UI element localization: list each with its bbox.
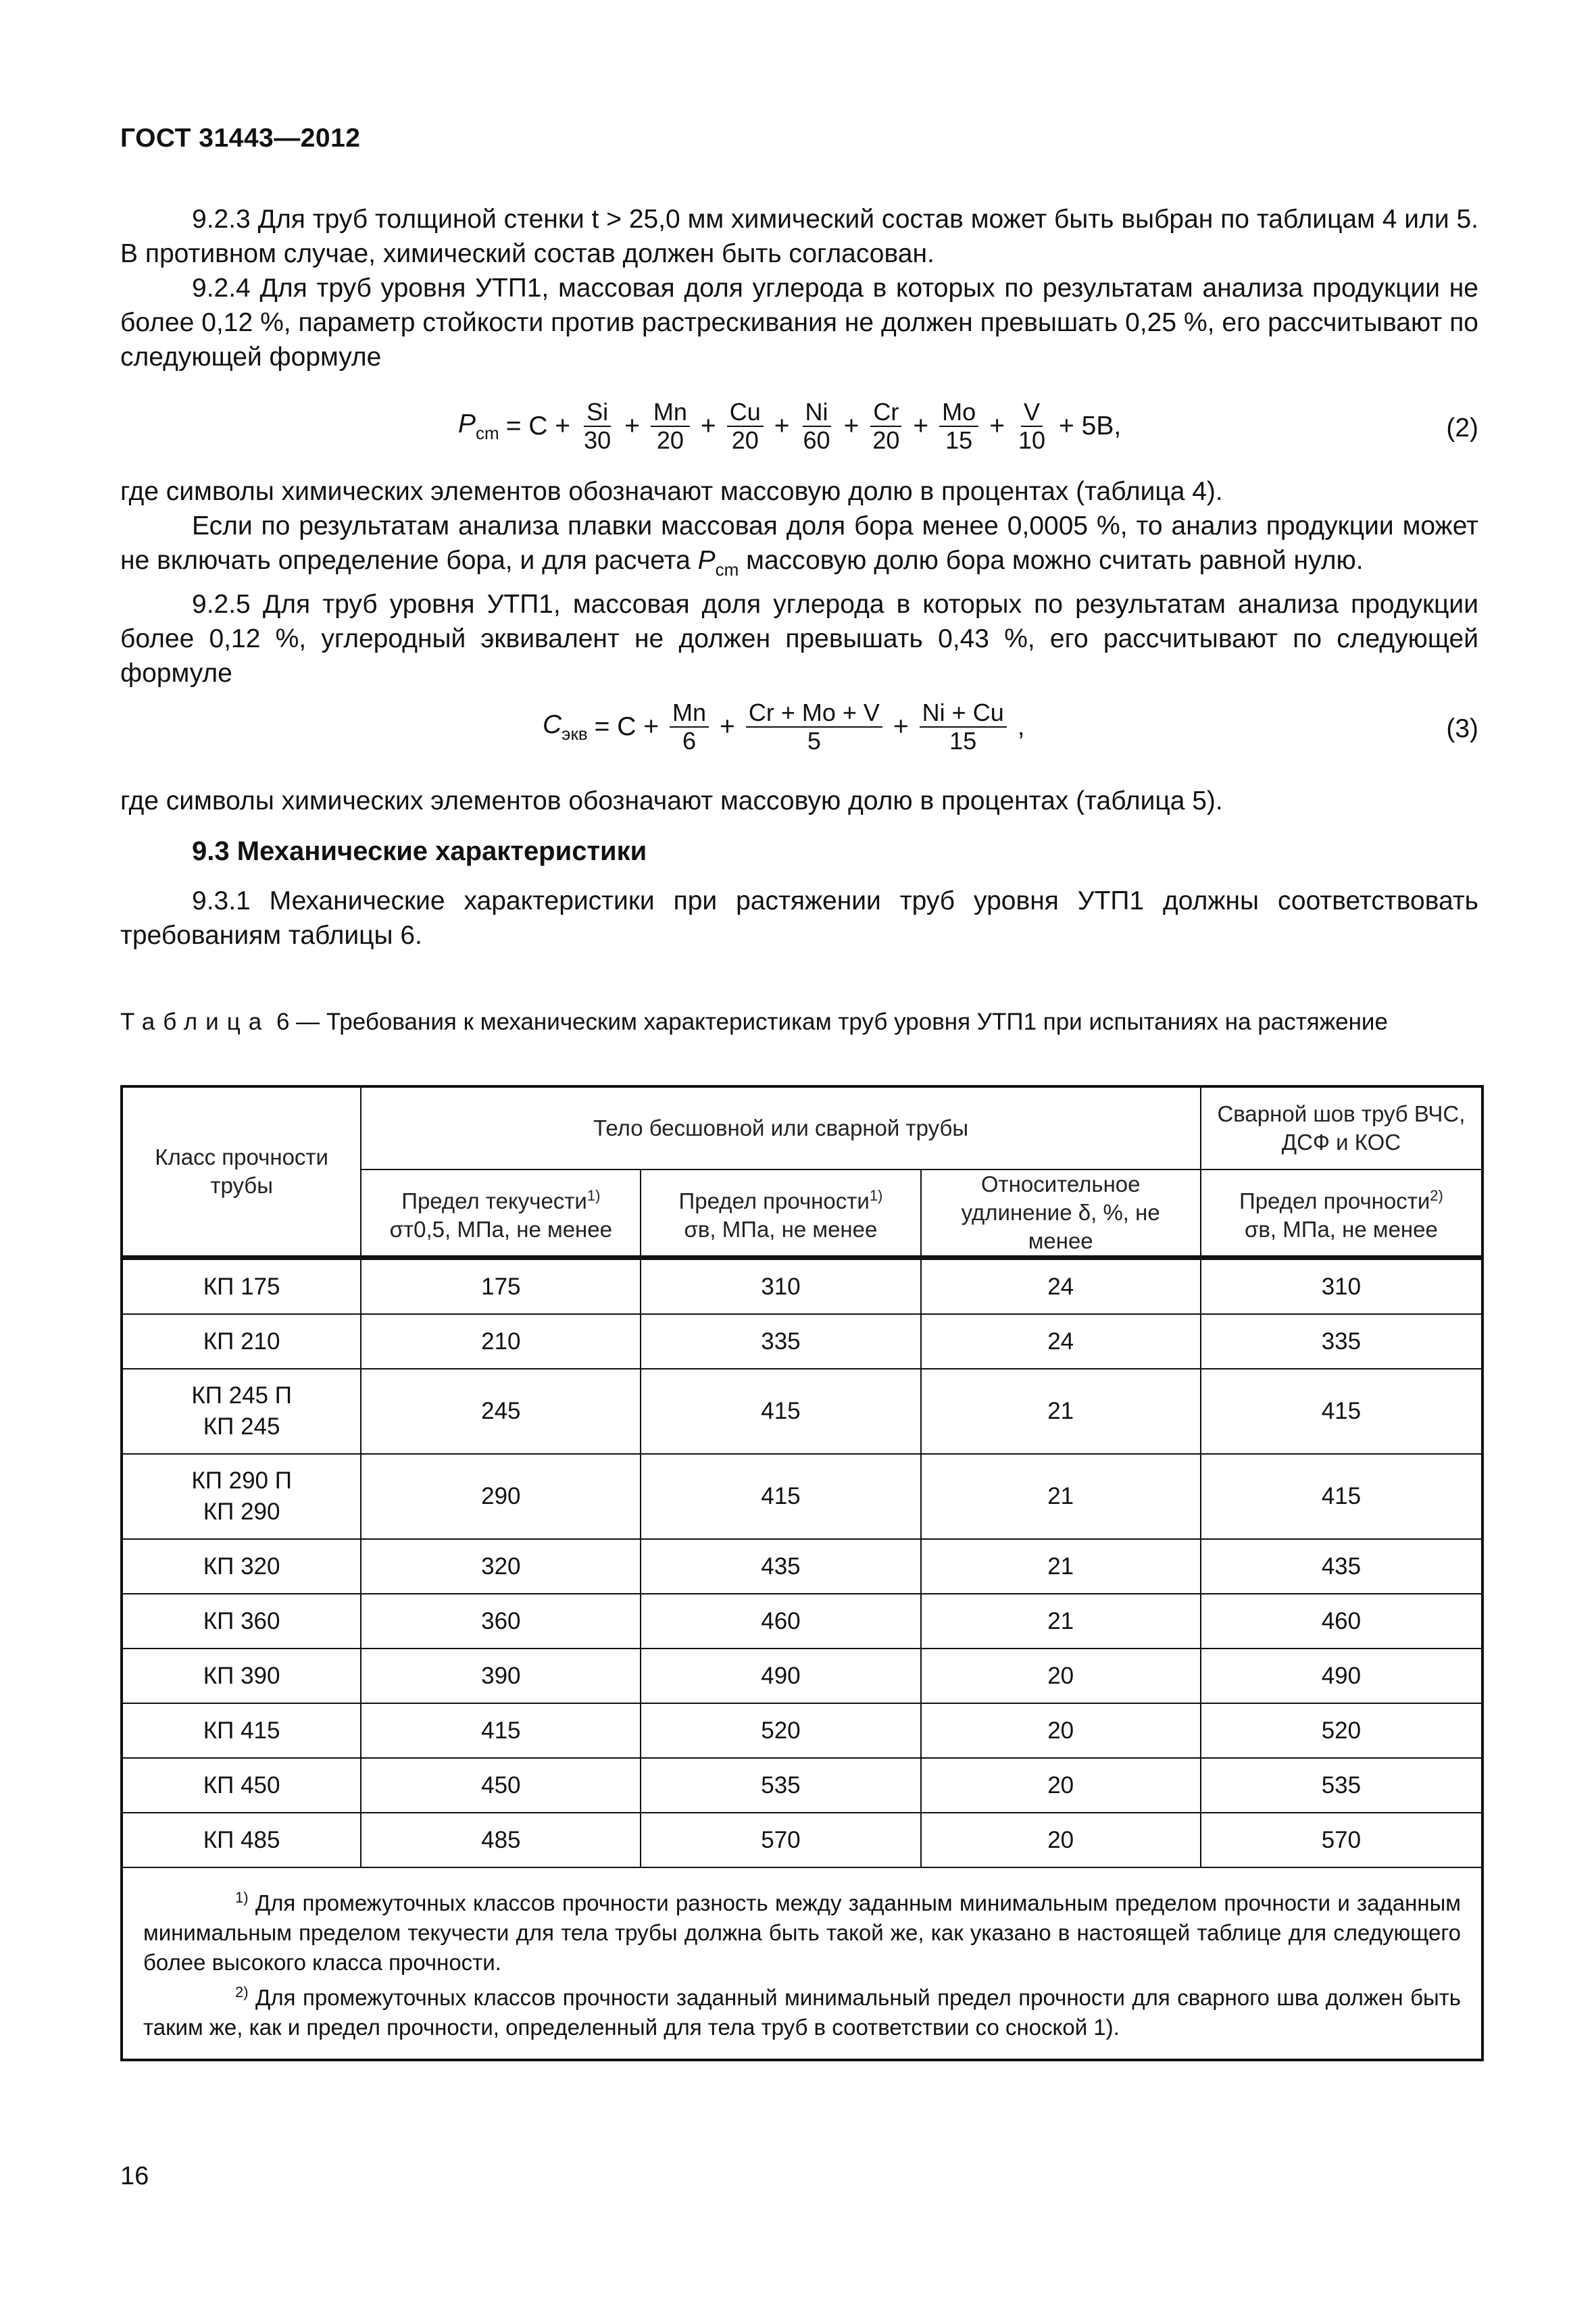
table-caption: Таблица 6 — Требования к механическим характеристикам труб уровня УТП1 при испытаниях на растяжение — [120, 1009, 1388, 1035]
formula-2-body — [458, 399, 1128, 454]
cell-weld: 570 — [1201, 1813, 1482, 1867]
table-row — [122, 1369, 1482, 1454]
formula-2-plus: + — [624, 411, 640, 441]
table-row — [122, 1314, 1482, 1369]
formula-3-numerator: Ni + Cu — [920, 699, 1007, 728]
cell-cls: КП 415 — [122, 1703, 361, 1758]
section-heading-9-3: 9.3 Механические характеристики — [192, 836, 647, 866]
cell-cls: КП 360 — [122, 1594, 361, 1649]
cell-weld: 460 — [1201, 1594, 1482, 1649]
table-row — [122, 1649, 1482, 1703]
cell-cls: КП 450 — [122, 1758, 361, 1813]
table-row — [122, 1539, 1482, 1594]
cell-cls: КП 485 — [122, 1813, 361, 1867]
paragraph-9-2-4: 9.2.4 Для труб уровня УТП1, массовая доля углерода в которых по результатам анализа продукции не более 0,12 %, параметр стойкости против растрескивания не должен превышать 0,25 %, его рассчитывают по следующей формуле — [120, 274, 1478, 372]
paragraph-9-3-1-block — [120, 884, 1478, 953]
paragraph-elements-table4: где символы химических элементов обозначают массовую долю в процентах (таблица 4). — [120, 477, 1223, 506]
formula-3-fraction — [746, 699, 882, 755]
header-tensile: Предел прочности$^{1)}$ σв, МПа, не менее — [641, 1169, 920, 1257]
cell-yield: 320 — [361, 1539, 641, 1594]
formula-3-fraction — [670, 699, 709, 755]
formula-2-fraction — [1016, 399, 1048, 454]
cell-cls: КП 210 — [122, 1314, 361, 1369]
cell-cls: КП 245 П КП 245 — [122, 1369, 361, 1454]
header-weld-tensile: Предел прочности$^{2)}$ σв, МПа, не менее — [1201, 1169, 1482, 1257]
formula-2-numerator: Cu — [727, 399, 764, 427]
formula-3-plus: + — [893, 712, 909, 741]
paragraphs-after-formula-2 — [120, 474, 1478, 690]
cell-elong: 20 — [921, 1813, 1201, 1867]
header-weld: Сварной шов труб ВЧС, ДСФ и КОС — [1201, 1086, 1482, 1169]
paragraph-elements-table5: где символы химических элементов обозначают массовую долю в процентах (таблица 5). — [120, 786, 1223, 815]
formula-2-denominator: 20 — [731, 426, 759, 454]
cell-tensile: 435 — [641, 1539, 920, 1594]
header-class: Класс прочности трубы — [122, 1086, 361, 1257]
formula-2-eq: = C + — [505, 411, 571, 441]
formula-2-tail: + 5B, — [1059, 411, 1122, 441]
paragraph-9-3-1: 9.3.1 Механические характеристики при растяжении труб уровня УТП1 должны соответствовать требованиям таблицы 6. — [120, 886, 1478, 950]
document-header: ГОСТ 31443—2012 — [120, 124, 361, 153]
paragraph-9-2-5: 9.2.5 Для труб уровня УТП1, массовая доля углерода в которых по результатам анализа продукции более 0,12 %, углеродный эквивалент не должен превышать 0,43 %, его рассчитывают по следующей формуле — [120, 590, 1478, 688]
footnote-1: $^{1)}$ Для промежуточных классов прочности разность между заданным минимальным пределом прочности и заданным минимальным пределом текучести для тела трубы должна быть такой же, как указано в настоящей таблице для следующего более высокого класса прочности. — [143, 1889, 1461, 1975]
header-elongation: Относительное удлинение δ, %, не менее — [921, 1169, 1201, 1257]
cell-tensile: 310 — [641, 1259, 920, 1314]
formula-2-plus: + — [843, 411, 859, 441]
cell-elong: 21 — [921, 1594, 1201, 1649]
formula-2-plus: + — [989, 411, 1005, 441]
cell-tensile: 415 — [641, 1454, 920, 1539]
formula-2-numerator: V — [1021, 399, 1043, 427]
cell-cls: КП 320 — [122, 1539, 361, 1594]
formula-2-denominator: 30 — [584, 426, 612, 454]
formula-2-fraction — [870, 399, 902, 454]
cell-cls: КП 175 — [122, 1259, 361, 1314]
cell-weld: 520 — [1201, 1703, 1482, 1758]
cell-elong: 21 — [921, 1369, 1201, 1454]
paragraphs-9-2-3-9-2-4 — [120, 202, 1478, 374]
formula-3 — [120, 699, 1478, 760]
cell-tensile: 490 — [641, 1649, 920, 1703]
cell-tensile: 520 — [641, 1703, 920, 1758]
mechanical-properties-table — [120, 1085, 1484, 2061]
cell-yield: 390 — [361, 1649, 641, 1703]
cell-elong: 20 — [921, 1758, 1201, 1813]
header-body: Тело бесшовной или сварной трубы — [361, 1086, 1201, 1169]
formula-2-numerator: Mn — [651, 399, 690, 427]
formula-3-body — [543, 699, 1032, 755]
header-yield: Предел текучести$^{1)}$ σт0,5, МПа, не менее — [361, 1169, 641, 1257]
table-row — [122, 1813, 1482, 1867]
formula-2-fraction — [801, 399, 833, 454]
formula-2-numerator: Mo — [939, 399, 978, 427]
formula-2-numerator: Ni — [803, 399, 831, 427]
formula-2-fraction — [581, 399, 614, 454]
formula-3-denominator: 5 — [807, 727, 821, 755]
cell-yield: 360 — [361, 1594, 641, 1649]
formula-2-fraction — [651, 399, 690, 454]
table-row — [122, 1758, 1482, 1813]
formula-2-denominator: 60 — [803, 426, 830, 454]
cell-cls: КП 290 П КП 290 — [122, 1454, 361, 1539]
formula-2-fraction — [939, 399, 978, 454]
table-row — [122, 1594, 1482, 1649]
cell-yield: 415 — [361, 1703, 641, 1758]
formula-2-numerator: Si — [584, 399, 611, 427]
table-notes — [122, 1867, 1482, 2060]
formula-2-fraction — [727, 399, 764, 454]
table-header-row-1 — [122, 1086, 1482, 1169]
cell-elong: 21 — [921, 1539, 1201, 1594]
formula-3-denominator: 15 — [949, 727, 977, 755]
formula-3-numerator: Mn — [670, 699, 709, 728]
formula-2-denominator: 20 — [656, 426, 684, 454]
table-row — [122, 1259, 1482, 1314]
cell-weld: 415 — [1201, 1454, 1482, 1539]
cell-elong: 20 — [921, 1703, 1201, 1758]
formula-3-tail: , — [1017, 712, 1025, 741]
cell-weld: 490 — [1201, 1649, 1482, 1703]
cell-tensile: 415 — [641, 1369, 920, 1454]
table-body — [122, 1257, 1482, 1868]
footnote-2: $^{2)}$ Для промежуточных классов прочности заданный минимальный предел прочности для сварного шва должен быть таким же, как и предел прочности, определенный для тела труб в соответствии со сноской 1). — [143, 1984, 1461, 2040]
paragraph-bor: Если по результатам анализа плавки массовая доля бора менее 0,0005 %, то анализ продукции может не включать определение бора, и для расчета $P_{cm}$ массовую долю бора можно считать равной нулю. — [120, 511, 1478, 580]
formula-3-plus: + — [720, 712, 735, 741]
formula-3-denominator: 6 — [682, 727, 697, 755]
cell-yield: 450 — [361, 1758, 641, 1813]
formula-3-lhs: $C_{экв}$ — [543, 709, 588, 744]
cell-yield: 210 — [361, 1314, 641, 1369]
cell-elong: 21 — [921, 1454, 1201, 1539]
formula-2-denominator: 10 — [1018, 426, 1046, 454]
formula-3-number: (3) — [1446, 714, 1478, 743]
cell-yield: 290 — [361, 1454, 641, 1539]
paragraph-9-2-3: 9.2.3 Для труб толщиной стенки t > 25,0 мм химический состав может быть выбран по таблицам 4 или 5. В противном случае, химический состав должен быть согласован. — [120, 205, 1478, 268]
cell-weld: 335 — [1201, 1314, 1482, 1369]
formula-2-plus: + — [913, 411, 929, 441]
formula-2-number: (2) — [1446, 413, 1478, 443]
paragraph-after-formula-3 — [120, 784, 1478, 818]
cell-yield: 175 — [361, 1259, 641, 1314]
formula-2-numerator: Cr — [870, 399, 901, 427]
cell-yield: 245 — [361, 1369, 641, 1454]
formula-2-denominator: 15 — [945, 426, 973, 454]
cell-weld: 415 — [1201, 1369, 1482, 1454]
cell-cls: КП 390 — [122, 1649, 361, 1703]
formula-3-eq: = C + — [594, 712, 659, 741]
formula-3-fraction — [920, 699, 1007, 755]
cell-elong: 24 — [921, 1259, 1201, 1314]
cell-weld: 310 — [1201, 1259, 1482, 1314]
formula-3-numerator: Cr + Mo + V — [746, 699, 882, 728]
cell-tensile: 535 — [641, 1758, 920, 1813]
cell-tensile: 460 — [641, 1594, 920, 1649]
cell-tensile: 570 — [641, 1813, 920, 1867]
formula-2-lhs: $P_{cm}$ — [458, 409, 499, 443]
cell-elong: 24 — [921, 1314, 1201, 1369]
table-notes-row — [122, 1867, 1482, 2060]
cell-weld: 435 — [1201, 1539, 1482, 1594]
cell-tensile: 335 — [641, 1314, 920, 1369]
table-row — [122, 1454, 1482, 1539]
page-number: 16 — [120, 2162, 149, 2190]
cell-elong: 20 — [921, 1649, 1201, 1703]
formula-2-plus: + — [700, 411, 716, 441]
formula-2 — [120, 399, 1478, 459]
formula-2-denominator: 20 — [872, 426, 900, 454]
formula-2-plus: + — [774, 411, 790, 441]
cell-yield: 485 — [361, 1813, 641, 1867]
table-row — [122, 1703, 1482, 1758]
cell-weld: 535 — [1201, 1758, 1482, 1813]
